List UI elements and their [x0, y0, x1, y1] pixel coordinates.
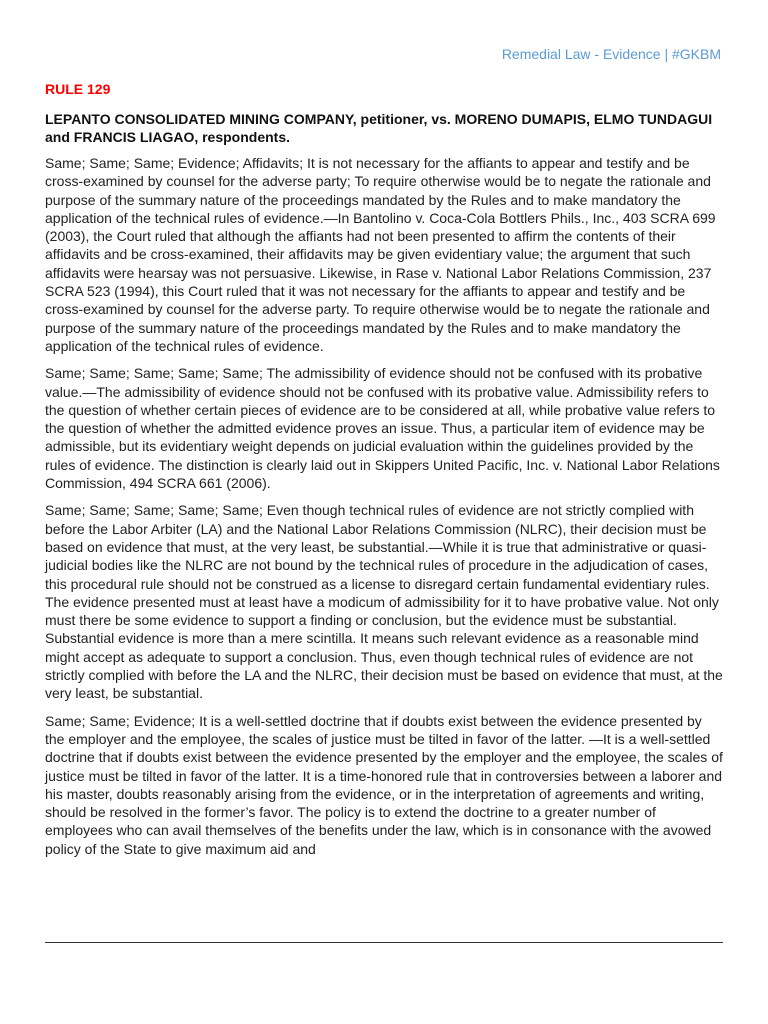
bottom-divider — [45, 942, 723, 943]
syllabus-paragraph: Same; Same; Evidence; It is a well-settled doctrine that if doubts exist between the evidence presented by the employer and the employee, the scales of justice must be tilted in favor of the latter. —It is a well-settled doctrine that if doubts exist between the evidence presented by the employer and the employee, the scales of justice must be tilted in favor of the latter. It is a time-honored rule that in controversies between a laborer and his master, doubts reasonably arising from the evidence, or in the interpretation of agreements and writing, should be resolved in the former’s favor. The policy is to extend the doctrine to a greater number of employees who can avail themselves of the benefits under the law, which is in consonance with the avowed policy of the State to give maximum aid and — [45, 712, 723, 857]
case-title: LEPANTO CONSOLIDATED MINING COMPANY, petitioner, vs. MORENO DUMAPIS, ELMO TUNDAGUI and FRANCIS LIAGAO, respondents. — [45, 111, 713, 145]
syllabus-paragraph: Same; Same; Same; Same; Same; Even though technical rules of evidence are not strictly complied with before the Labor Arbiter (LA) and the National Labor Relations Commission (NLRC), their decision must be based on evidence that must, at the very least, be substantial.—While it is true that administrative or quasi-judicial bodies like the NLRC are not bound by the technical rules of procedure in the adjudication of cases, this procedural rule should not be construed as a license to disregard certain fundamental evidentiary rules. The evidence presented must at least have a modicum of admissibility for it to have probative value. Not only must there be some evidence to support a finding or conclusion, but the evidence must be substantial. Substantial evidence is more than a mere scintilla. It means such relevant evidence as a reasonable mind might accept as adequate to support a conclusion. Thus, even though technical rules of evidence are not strictly complied with before the LA and the NLRC, their decision must be based on evidence that must, at the very least, be substantial. — [45, 502, 723, 702]
syllabus-paragraph: Same; Same; Same; Evidence; Affidavits; It is not necessary for the affiants to appear and testify and be cross-examined by counsel for the adverse party; To require otherwise would be to negate the rationale and purpose of the summary nature of the proceedings mandated by the Rules and to make mandatory the application of the technical rules of evidence.—In Bantolino v. Coca-Cola Bottlers Phils., Inc., 403 SCRA 699 (2003), the Court ruled that although the affiants had not been presented to affirm the contents of their affidavits and be cross-examined, their affidavits may be given evidentiary value; the argument that such affidavits were hearsay was not persuasive. Likewise, in Rase v. National Labor Relations Commission, 237 SCRA 523 (1994), this Court ruled that it was not necessary for the affiants to appear and testify and be cross-examined by counsel for the adverse party. To require otherwise would be to negate the rationale and purpose of the summary nature of the proceedings mandated by the Rules and to make mandatory the application of the technical rules of evidence. — [45, 155, 716, 354]
document-body — [45, 80, 723, 867]
rule-title: RULE 129 — [45, 81, 111, 97]
syllabus-paragraph: Same; Same; Same; Same; Same; The admissibility of evidence should not be confused with its probative value.—The admissibility of evidence should not be confused with its probative value. Admissibility refers to the question of whether certain pieces of evidence are to be considered at all, while probative value refers to the question of whether the admitted evidence proves an issue. Thus, a particular item of evidence may be admissible, but its evidentiary weight depends on judicial evaluation within the guidelines provided by the rules of evidence. The distinction is clearly laid out in Skippers United Pacific, Inc. v. National Labor Relations Commission, 494 SCRA 661 (2006). — [45, 365, 720, 492]
running-header: Remedial Law - Evidence | #GKBM — [501, 46, 721, 62]
